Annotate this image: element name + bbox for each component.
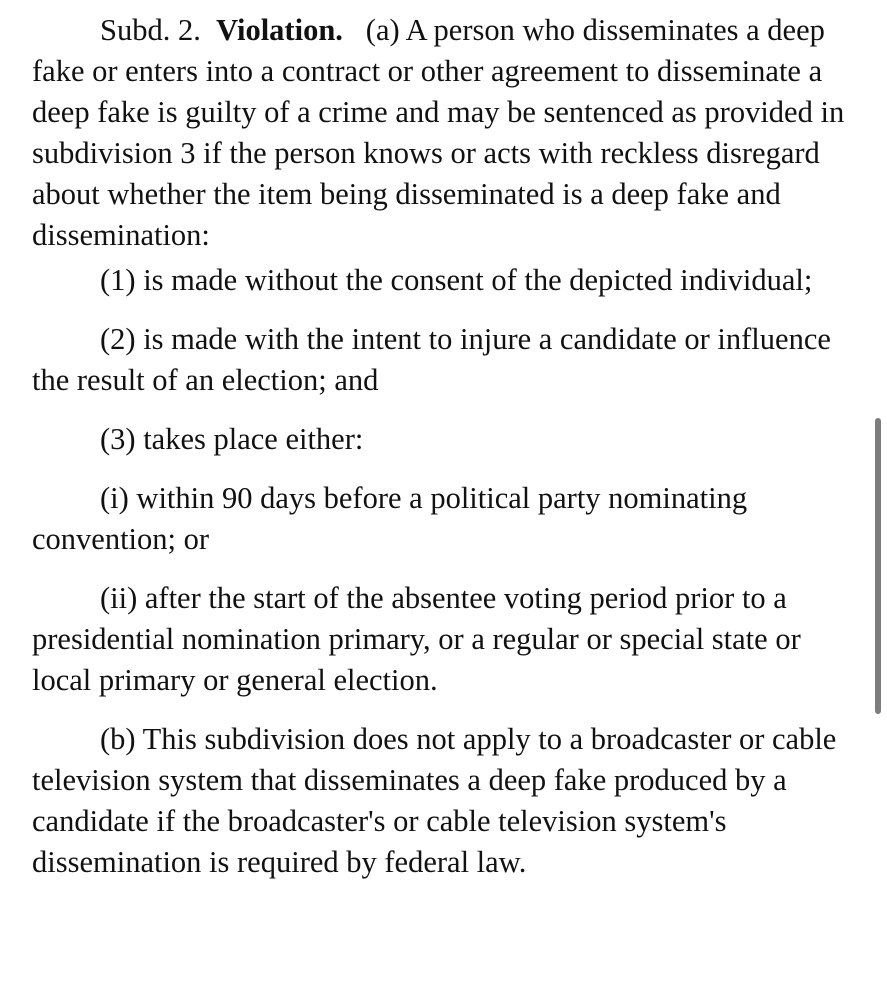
subdivision-intro-text: (a) A person who disseminates a deep fake or enters into a contract or other agreement to disseminate a deep fake is guilty of a crime and may be sentenced as provided in subdivision 3 if the person knows or acts with reckless disregard about whether the item being disseminated is a deep fake and dissemination: [32, 13, 845, 252]
clause-3: (3) takes place either: [100, 422, 364, 456]
subdivision-heading: Violation. [216, 13, 343, 47]
clause-1: (1) is made without the consent of the depicted individual; [100, 263, 813, 297]
clause-b: (b) This subdivision does not apply to a broadcaster or cable television system that disseminates a deep fake produced by a candidate if the broadcaster's or cable television system's dissemination is required by federal law. [32, 722, 837, 879]
vertical-scrollbar[interactable] [875, 418, 881, 714]
subdivision-intro-paragraph [32, 10, 862, 256]
clause-2: (2) is made with the intent to injure a candidate or influence the result of an election; and [32, 322, 831, 397]
subdivision-number: Subd. 2. [100, 13, 201, 47]
clause-3-i: (i) within 90 days before a political party nominating convention; or [32, 481, 748, 556]
clause-3-ii: (ii) after the start of the absentee voting period prior to a presidential nomination primary, or a regular or special state or local primary or general election. [32, 581, 801, 697]
statute-text [32, 10, 862, 883]
